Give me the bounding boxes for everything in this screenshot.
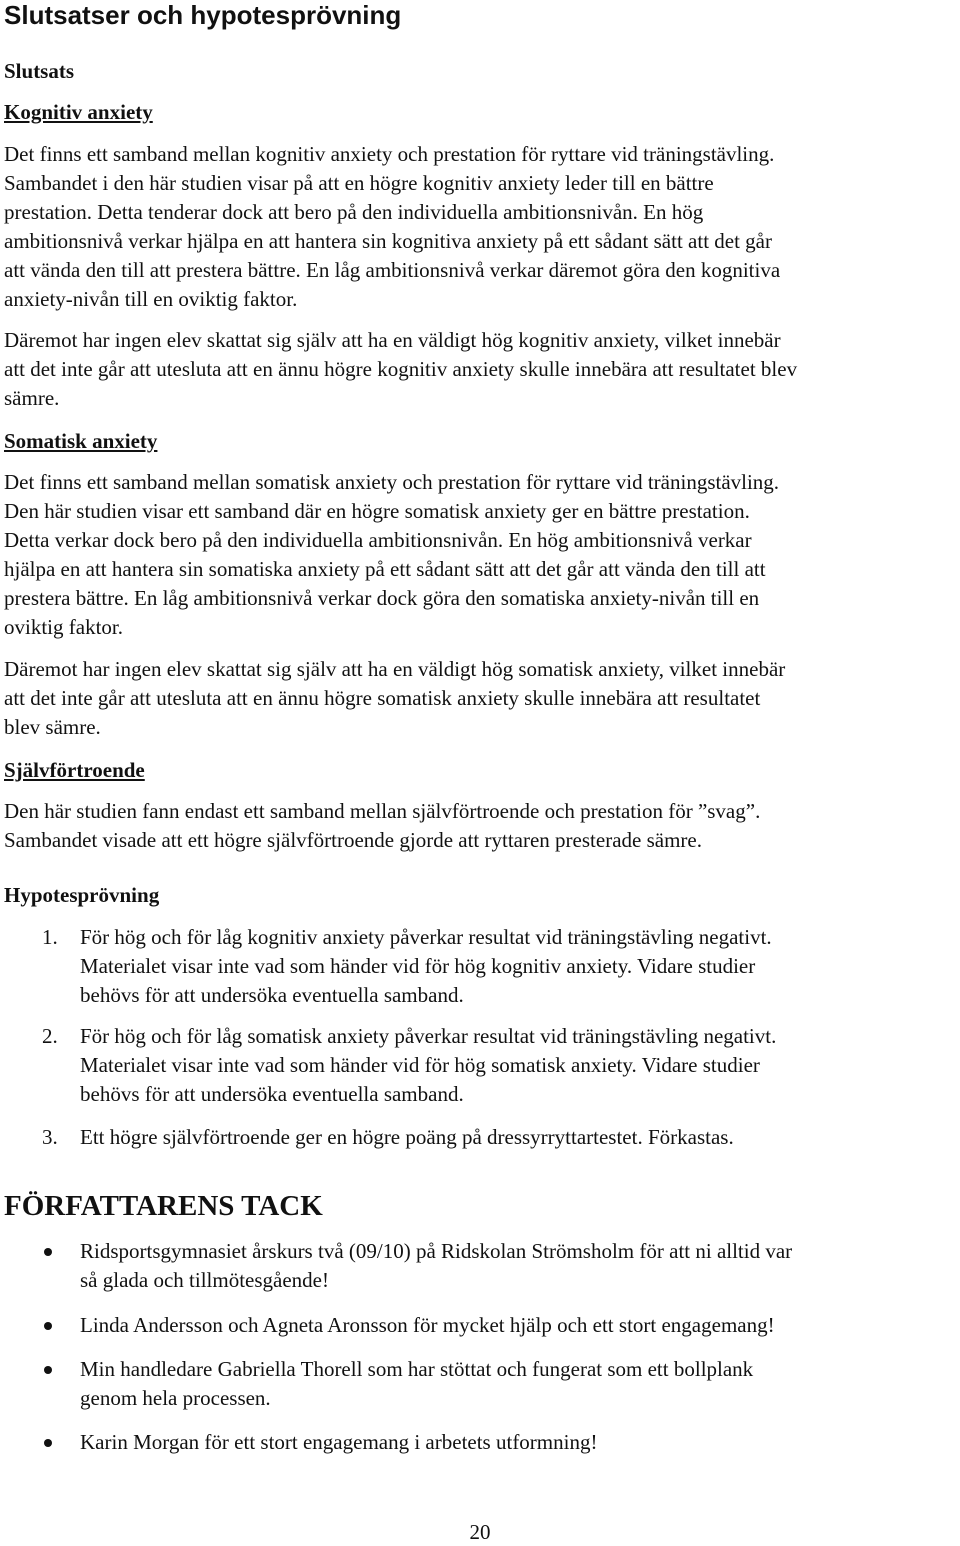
- paragraph-line: att det inte går att utesluta att en ännu högre somatisk anxiety skulle innebära att resultatet: [4, 686, 761, 710]
- bullet-icon: [44, 1366, 52, 1374]
- paragraph-line: att det inte går att utesluta att en ännu högre kognitiv anxiety skulle innebära att resultatet blev: [4, 357, 798, 381]
- section-heading-slutsats: Slutsats: [4, 59, 75, 83]
- paragraph-line: Den här studien visar ett samband där en högre somatisk anxiety ger en bättre prestation.: [4, 499, 750, 523]
- paragraph-line: oviktig faktor.: [4, 615, 123, 639]
- subsection-heading-kognitiv-anxiety: Kognitiv anxiety: [4, 100, 153, 124]
- bullet-icon: [44, 1322, 52, 1330]
- paragraph-line: att vända den till att prestera bättre. En låg ambitionsnivå verkar däremot göra den kognitiva: [4, 258, 781, 282]
- paragraph-line: Sambandet i den här studien visar på att en högre kognitiv anxiety leder till en bättre: [4, 171, 714, 195]
- list-item-line: Min handledare Gabriella Thorell som har stöttat och fungerat som ett bollplank: [80, 1357, 754, 1381]
- list-item-line: så glada och tillmötesgående!: [80, 1268, 329, 1292]
- list-number: 2.: [42, 1024, 58, 1048]
- list-item-line: För hög och för låg somatisk anxiety påverkar resultat vid träningstävling negativt.: [80, 1024, 777, 1048]
- paragraph-line: ambitionsnivå verkar hjälpa en att hantera sin kognitiva anxiety på ett sådant sätt att det går: [4, 229, 772, 253]
- paragraph-line: anxiety-nivån till en oviktig faktor.: [4, 287, 298, 311]
- bullet-icon: [44, 1439, 52, 1447]
- paragraph-line: Däremot har ingen elev skattat sig själv att ha en väldigt hög somatisk anxiety, vilket innebär: [4, 657, 786, 681]
- page-title: Slutsatser och hypotesprövning: [4, 0, 402, 30]
- page-number: 20: [469, 1520, 491, 1544]
- list-item-line: Karin Morgan för ett stort engagemang i arbetets utformning!: [80, 1430, 598, 1454]
- list-item-line: behövs för att undersöka eventuella samband.: [80, 983, 464, 1007]
- list-number: 3.: [42, 1125, 58, 1149]
- list-item-line: behövs för att undersöka eventuella samband.: [80, 1082, 464, 1106]
- list-item-line: Materialet visar inte vad som händer vid för hög kognitiv anxiety. Vidare studier: [80, 954, 756, 978]
- list-item-line: För hög och för låg kognitiv anxiety påverkar resultat vid träningstävling negativt.: [80, 925, 772, 949]
- paragraph-line: Däremot har ingen elev skattat sig själv att ha en väldigt hög kognitiv anxiety, vilket innebär: [4, 328, 781, 352]
- list-item-line: Materialet visar inte vad som händer vid för hög somatisk anxiety. Vidare studier: [80, 1053, 760, 1077]
- paragraph-line: sämre.: [4, 386, 60, 410]
- paragraph-line: Den här studien fann endast ett samband mellan självförtroende och prestation för ”svag”.: [4, 799, 761, 823]
- bullet-icon: [44, 1248, 52, 1256]
- paragraph-line: hjälpa en att hantera sin somatiska anxiety på ett sådant sätt att det går att vända den till att: [4, 557, 766, 581]
- section-heading-hypotesprovning: Hypotesprövning: [4, 883, 160, 907]
- list-item-line: genom hela processen.: [80, 1386, 271, 1410]
- paragraph-line: Det finns ett samband mellan kognitiv anxiety och prestation för ryttare vid träningstävling.: [4, 142, 775, 166]
- list-item-line: Linda Andersson och Agneta Aronsson för mycket hjälp och ett stort engagemang!: [80, 1313, 775, 1337]
- paragraph-line: blev sämre.: [4, 715, 101, 739]
- list-item-line: Ett högre självförtroende ger en högre poäng på dressyrryttartestet. Förkastas.: [80, 1125, 734, 1149]
- section-heading-forfattarens-tack: FÖRFATTARENS TACK: [4, 1190, 323, 1222]
- subsection-heading-sjalvfortroende: Självförtroende: [4, 758, 145, 782]
- list-number: 1.: [42, 925, 58, 949]
- paragraph-line: Detta verkar dock bero på den individuella ambitionsnivån. En hög ambitionsnivå verkar: [4, 528, 752, 552]
- paragraph-line: prestera bättre. En låg ambitionsnivå verkar dock göra den somatiska anxiety-nivån till en: [4, 586, 760, 610]
- paragraph-line: prestation. Detta tenderar dock att bero på den individuella ambitionsnivån. En hög: [4, 200, 704, 224]
- paragraph-line: Det finns ett samband mellan somatisk anxiety och prestation för ryttare vid träningstävling.: [4, 470, 780, 494]
- list-item-line: Ridsportsgymnasiet årskurs två (09/10) på Ridskolan Strömsholm för att ni alltid var: [80, 1239, 793, 1263]
- subsection-heading-somatisk-anxiety: Somatisk anxiety: [4, 429, 158, 453]
- paragraph-line: Sambandet visade att ett högre självförtroende gjorde att ryttaren presterade sämre.: [4, 828, 702, 852]
